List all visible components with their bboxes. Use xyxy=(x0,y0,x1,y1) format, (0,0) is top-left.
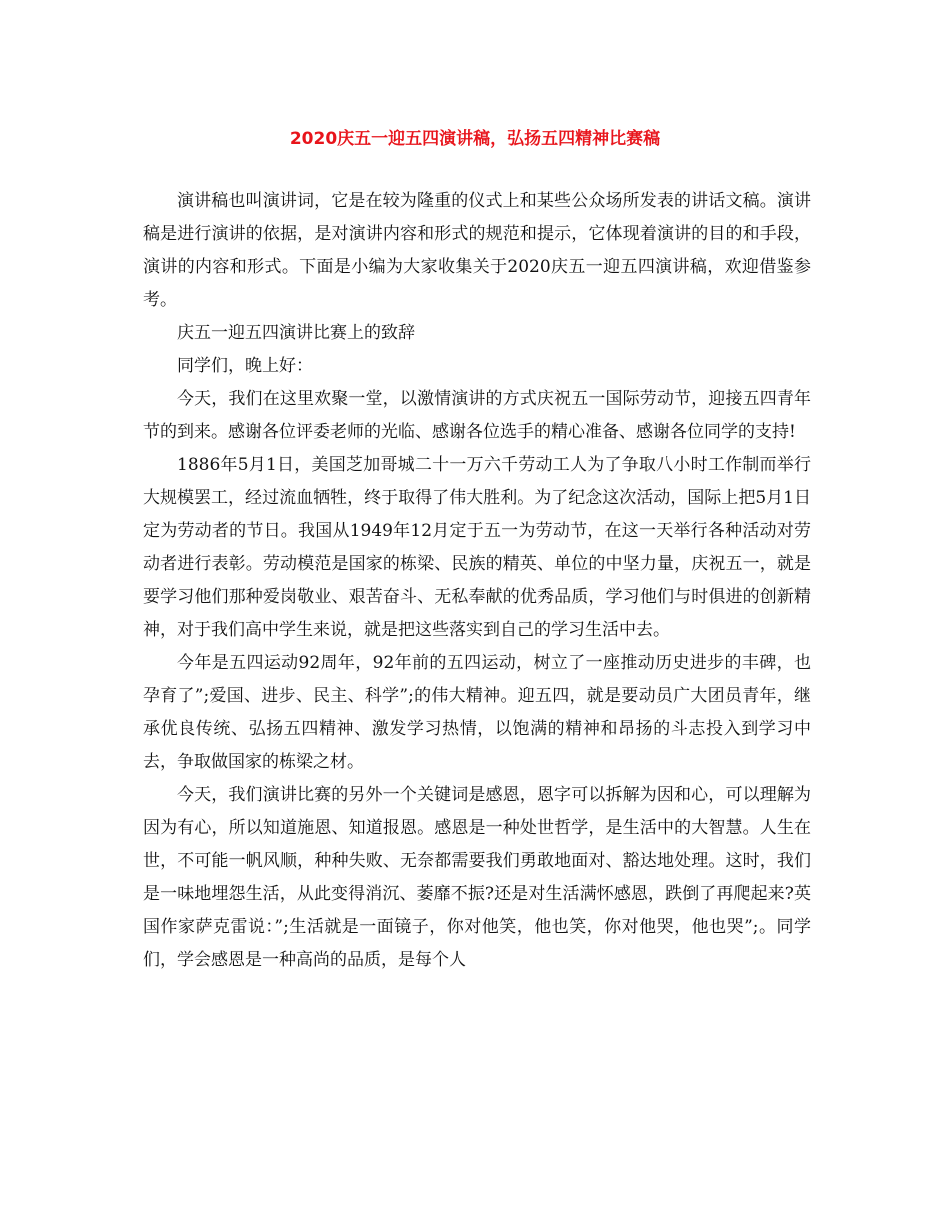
paragraph-intro: 演讲稿也叫演讲词，它是在较为隆重的仪式上和某些公众场所发表的讲话文稿。演讲稿是进行演讲的依据，是对演讲内容和形式的规范和提示，它体现着演讲的目的和手段，演讲的内容和形式。下面是小编为大家收集关于2020庆五一迎五四演讲稿，欢迎借鉴参考。 xyxy=(143,191,811,310)
paragraph-labor-day-history: 1886年5月1日，美国芝加哥城二十一万六千劳动工人为了争取八小时工作制而举行大规模罢工，经过流血牺牲，终于取得了伟大胜利。为了纪念这次活动，国际上把5月1日定为劳动者的节日。我国从1949年12月定于五一为劳动节，在这一天举行各种活动对劳动者进行表彰。劳动模范是国家的栋梁、民族的精英、单位的中坚力量，庆祝五一，就是要学习他们那种爱岗敬业、艰苦奋斗、无私奉献的优秀品质，学习他们与时俱进的创新精神，对于我们高中学生来说，就是把这些落实到自己的学习生活中去。 xyxy=(143,455,811,640)
paragraph-gratitude: 今天，我们演讲比赛的另外一个关键词是感恩，恩字可以拆解为因和心，可以理解为因为有心，所以知道施恩、知道报恩。感恩是一种处世哲学，是生活中的大智慧。人生在世，不可能一帆风顺，种种失败、无奈都需要我们勇敢地面对、豁达地处理。这时，我们是一味地埋怨生活，从此变得消沉、萎靡不振?还是对生活满怀感恩，跌倒了再爬起来?英国作家萨克雷说：”;生活就是一面镜子，你对他笑，他也笑，你对他哭，他也哭”;。同学们，学会感恩是一种高尚的品质，是每个人 xyxy=(143,785,811,970)
document-body xyxy=(143,185,811,977)
paragraph-speech-heading: 庆五一迎五四演讲比赛上的致辞 xyxy=(177,323,415,343)
paragraph-greeting: 同学们，晚上好： xyxy=(177,356,313,376)
paragraph-opening: 今天，我们在这里欢聚一堂，以激情演讲的方式庆祝五一国际劳动节，迎接五四青年节的到来。感谢各位评委老师的光临、感谢各位选手的精心准备、感谢各位同学的支持! xyxy=(143,389,811,442)
paragraph-may-fourth: 今年是五四运动92周年，92年前的五四运动，树立了一座推动历史进步的丰碑，也孕育了”;爱国、进步、民主、科学”;的伟大精神。迎五四，就是要动员广大团员青年，继承优良传统、弘扬五四精神、激发学习热情，以饱满的精神和昂扬的斗志投入到学习中去，争取做国家的栋梁之材。 xyxy=(143,653,811,772)
document-title: 2020庆五一迎五四演讲稿，弘扬五四精神比赛稿 xyxy=(289,129,661,149)
